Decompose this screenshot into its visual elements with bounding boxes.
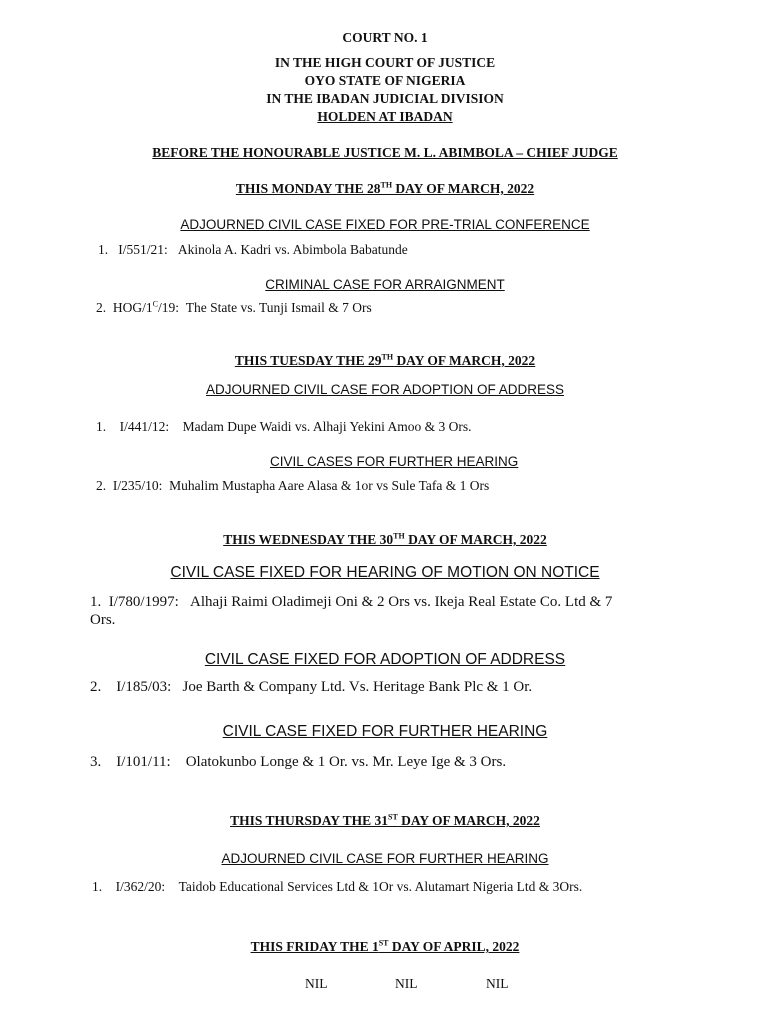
court-title-line3: IN THE IBADAN JUDICIAL DIVISION [266, 91, 504, 106]
case-entry: 1. I/780/1997: Alhaji Raimi Oladimeji Oni & 2 Ors vs. Ikeja Real Estate Co. Ltd & 7 [90, 594, 613, 610]
court-title-line4: HOLDEN AT IBADAN [317, 109, 453, 124]
judge-line: BEFORE THE HONOURABLE JUSTICE M. L. ABIMBOLA – CHIEF JUDGE [152, 145, 618, 160]
day-heading-friday: THIS FRIDAY THE 1ST DAY OF APRIL, 2022 [250, 938, 520, 954]
category-tuesday-1: ADJOURNED CIVIL CASE FOR ADOPTION OF ADDRESS [205, 382, 565, 397]
day-heading-monday: THIS MONDAY THE 28TH DAY OF MARCH, 2022 [235, 180, 535, 196]
court-title-line2: OYO STATE OF NIGERIA [304, 73, 466, 88]
case-entry: 2. I/185/03: Joe Barth & Company Ltd. Vs. Heritage Bank Plc & 1 Or. [90, 679, 533, 695]
category-thursday-1: ADJOURNED CIVIL CASE FOR FURTHER HEARING [221, 851, 549, 866]
case-entry: 2. I/235/10: Muhalim Mustapha Aare Alasa & 1or vs Sule Tafa & 1 Ors [96, 478, 490, 493]
case-entry-continuation: Ors. [90, 612, 116, 628]
case-entry: 2. HOG/$1^C/19$: The State vs. Tunji Ismail & 7 Ors [96, 299, 372, 315]
case-entry: 1. I/362/20: Taidob Educational Services Ltd & 1Or vs. Alutamart Nigeria Ltd & 3Ors. [92, 879, 583, 894]
category-monday-1: ADJOURNED CIVIL CASE FIXED FOR PRE-TRIAL CONFERENCE [180, 217, 590, 232]
nil-entry-3: NIL [486, 976, 509, 991]
category-monday-2: CRIMINAL CASE FOR ARRAIGNMENT [265, 277, 505, 292]
nil-entry-2: NIL [395, 976, 418, 991]
nil-entry-1: NIL [305, 976, 328, 991]
court-title-line1: IN THE HIGH COURT OF JUSTICE [274, 55, 496, 70]
case-entry: 1. I/441/12: Madam Dupe Waidi vs. Alhaji Yekini Amoo & 3 Ors. [96, 419, 472, 434]
day-heading-thursday: THIS THURSDAY THE 31ST DAY OF MARCH, 2022 [230, 812, 540, 828]
category-wednesday-1: CIVIL CASE FIXED FOR HEARING OF MOTION ON NOTICE [170, 564, 600, 581]
day-heading-tuesday: THIS TUESDAY THE 29TH DAY OF MARCH, 2022 [234, 352, 536, 368]
court-number: COURT NO. 1 [342, 30, 428, 45]
category-tuesday-2: CIVIL CASES FOR FURTHER HEARING [270, 454, 519, 469]
case-entry: 3. I/101/11: Olatokunbo Longe & 1 Or. vs. Mr. Leye Ige & 3 Ors. [90, 754, 507, 770]
category-wednesday-2: CIVIL CASE FIXED FOR ADOPTION OF ADDRESS [204, 651, 566, 668]
day-heading-wednesday: THIS WEDNESDAY THE 30TH DAY OF MARCH, 2022 [223, 531, 547, 547]
case-entry: 1. I/551/21: Akinola A. Kadri vs. Abimbola Babatunde [98, 242, 408, 257]
category-wednesday-3: CIVIL CASE FIXED FOR FURTHER HEARING [222, 723, 548, 740]
